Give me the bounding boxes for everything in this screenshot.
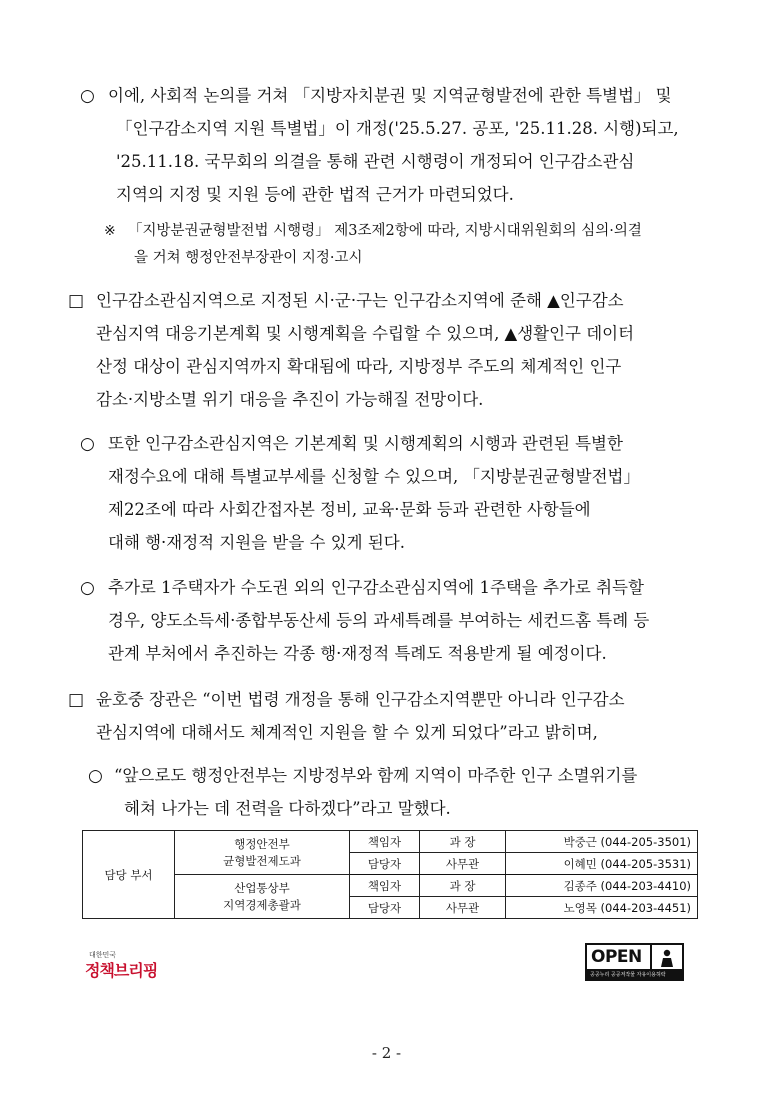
circle-bullet: ○ — [80, 434, 95, 454]
note-mark: ※ — [104, 223, 116, 239]
role-cell: 담당자 — [350, 897, 420, 919]
text-line: 관계 부처에서 추진하는 각종 행·재정적 특례도 적용받게 될 예정이다. — [108, 644, 607, 663]
text-line: 재정수요에 대해 특별교부세를 신청할 수 있으며, 「지방분권균형발전법」 — [108, 467, 640, 486]
circle-bullet: ○ — [80, 578, 95, 598]
text-line: 「인구감소지역 지원 특별법」이 개정('25.5.27. 공포, '25.11.28. 시행)되고, — [116, 119, 679, 138]
text-line: 추가로 1주택자가 수도권 외의 인구감소관심지역에 1주택을 추가로 취득할 — [108, 578, 644, 597]
attribution-person-icon — [657, 948, 677, 968]
department-label: 담당 부서 — [83, 831, 175, 919]
text-line: 관심지역에 대해서도 체계적인 지원을 할 수 있게 되었다”라고 밝히며, — [96, 723, 598, 742]
logo-text: 정책브리핑 — [85, 961, 158, 980]
policy-briefing-logo — [85, 950, 165, 980]
title-cell: 사무관 — [420, 853, 506, 875]
note-line: 을 거쳐 행정안전부장관이 지정·고시 — [134, 250, 363, 266]
text-line: 관심지역 대응기본계획 및 시행계획을 수립할 수 있으며, ▲생활인구 데이터 — [96, 324, 635, 343]
role-cell: 책임자 — [350, 831, 420, 853]
org-ministry: 행정안전부 — [234, 836, 290, 851]
contact-cell: 노영목 (044-203-4451) — [506, 897, 698, 919]
logo-subtext: 대한민국 — [89, 951, 117, 959]
circle-bullet: ○ — [88, 766, 103, 786]
circle-bullet: ○ — [80, 86, 95, 106]
badge-caption: 공공누리 공공저작물 자유이용허락 — [590, 972, 666, 978]
square-bullet: □ — [68, 291, 85, 311]
department-contact-table — [82, 830, 698, 919]
text-line: 인구감소관심지역으로 지정된 시·군·구는 인구감소지역에 준해 ▲인구감소 — [96, 291, 624, 310]
text-line: 경우, 양도소득세·종합부동산세 등의 과세특례를 부여하는 세컨드홈 특례 등 — [108, 611, 650, 630]
text-line: 또한 인구감소관심지역은 기본계획 및 시행계획의 시행과 관련된 특별한 — [108, 434, 623, 453]
role-cell: 책임자 — [350, 875, 420, 897]
page-number: - 2 - — [371, 1044, 402, 1062]
text-line: 산정 대상이 관심지역까지 확대됨에 따라, 지방정부 주도의 체계적인 인구 — [96, 357, 622, 376]
text-line: 제22조에 따라 사회간접자본 정비, 교육·문화 등과 관련한 사항들에 — [108, 500, 591, 519]
text-line: “앞으로도 행정안전부는 지방정부와 함께 지역이 마주한 인구 소멸위기를 — [114, 766, 638, 785]
org-cell — [175, 875, 350, 919]
title-cell: 과 장 — [420, 875, 506, 897]
note-line: 「지방분권균형발전법 시행령」 제3조제2항에 따라, 지방시대위원회의 심의·의결 — [128, 223, 642, 239]
text-line: 대해 행·재정적 지원을 받을 수 있게 된다. — [108, 533, 405, 552]
text-line: 헤쳐 나가는 데 전력을 다하겠다”라고 말했다. — [124, 799, 451, 818]
text-line: 윤호중 장관은 “이번 법령 개정을 통해 인구감소지역뿐만 아니라 인구감소 — [96, 690, 625, 709]
title-cell: 과 장 — [420, 831, 506, 853]
contact-cell: 이혜민 (044-205-3531) — [506, 853, 698, 875]
text-line: '25.11.18. 국무회의 의결을 통해 관련 시행령이 개정되어 인구감소관심 — [116, 152, 635, 171]
badge-caption-bar — [587, 969, 682, 979]
open-license-badge — [585, 943, 684, 981]
square-bullet: □ — [68, 690, 85, 710]
role-cell: 담당자 — [350, 853, 420, 875]
text-line: 지역의 지정 및 지원 등에 관한 법적 근거가 마련되었다. — [116, 185, 514, 204]
org-division: 지역경제총괄과 — [223, 897, 301, 912]
text-line: 이에, 사회적 논의를 거쳐 「지방자치분권 및 지역균형발전에 관한 특별법」 및 — [108, 86, 672, 105]
org-ministry: 산업통상부 — [234, 880, 290, 895]
open-word: OPEN — [591, 947, 642, 967]
text-line: 감소·지방소멸 위기 대응을 추진이 가능해질 전망이다. — [96, 390, 484, 409]
badge-divider — [650, 945, 652, 970]
title-cell: 사무관 — [420, 897, 506, 919]
org-cell — [175, 831, 350, 875]
contact-cell: 김종주 (044-203-4410) — [506, 875, 698, 897]
contact-cell: 박중근 (044-205-3501) — [506, 831, 698, 853]
org-division: 균형발전제도과 — [223, 853, 301, 868]
